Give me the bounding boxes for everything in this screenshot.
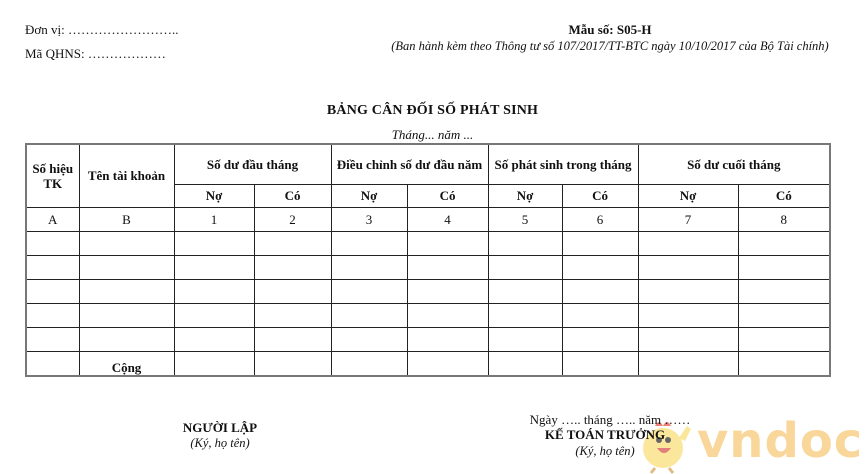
table-cell[interactable] (488, 327, 562, 351)
table-cell[interactable] (331, 279, 407, 303)
table-row (26, 303, 830, 327)
table-cell[interactable] (254, 327, 331, 351)
index-cell: 6 (562, 207, 638, 231)
table-row (26, 327, 830, 351)
table-cell[interactable] (79, 303, 174, 327)
table-cell[interactable] (174, 327, 254, 351)
table-cell[interactable] (562, 351, 638, 376)
period-line: Tháng... năm ... (391, 127, 474, 142)
group-closing-balance: Số dư cuối tháng (638, 144, 830, 184)
table-cell[interactable] (26, 231, 79, 255)
table-cell[interactable] (488, 303, 562, 327)
table-cell[interactable] (174, 279, 254, 303)
qhns-field: Mã QHNS: ……………… (25, 46, 166, 61)
col-debit: Nợ (488, 184, 562, 207)
group-month-activity: Số phát sinh trong tháng (488, 144, 638, 184)
col-account-name: Tên tài khoản (79, 144, 174, 207)
table-cell[interactable] (407, 255, 488, 279)
index-cell: 1 (174, 207, 254, 231)
table-cell[interactable] (407, 231, 488, 255)
table-row (26, 255, 830, 279)
table-cell[interactable] (26, 255, 79, 279)
table-cell[interactable] (254, 255, 331, 279)
group-opening-balance: Số dư đầu tháng (174, 144, 331, 184)
table-cell[interactable] (26, 303, 79, 327)
col-debit: Nợ (174, 184, 254, 207)
index-cell: 5 (488, 207, 562, 231)
table-cell[interactable] (79, 327, 174, 351)
table-cell[interactable] (407, 279, 488, 303)
table-cell[interactable] (331, 255, 407, 279)
index-cell: 2 (254, 207, 331, 231)
table-cell[interactable] (254, 279, 331, 303)
unit-field: Đơn vị: …………………….. (25, 22, 179, 37)
index-cell: B (79, 207, 174, 231)
table-cell[interactable] (174, 351, 254, 376)
table-cell[interactable] (254, 303, 331, 327)
column-index-row (26, 207, 830, 231)
total-label: Cộng (79, 351, 174, 376)
table-cell[interactable] (738, 231, 830, 255)
total-row (26, 351, 830, 376)
table-cell[interactable] (562, 231, 638, 255)
table-cell[interactable] (26, 327, 79, 351)
col-account-number: Số hiệu TK (26, 144, 79, 207)
index-cell: 3 (331, 207, 407, 231)
table-cell[interactable] (407, 327, 488, 351)
table-cell[interactable] (26, 351, 79, 376)
table-row (26, 279, 830, 303)
table-cell[interactable] (174, 303, 254, 327)
index-cell: 4 (407, 207, 488, 231)
table-cell[interactable] (407, 351, 488, 376)
table-cell[interactable] (738, 255, 830, 279)
table-cell[interactable] (26, 279, 79, 303)
table-cell[interactable] (407, 303, 488, 327)
preparer-title: NGƯỜI LẬP (182, 420, 258, 435)
table-cell[interactable] (331, 327, 407, 351)
table-cell[interactable] (638, 255, 738, 279)
table-cell[interactable] (488, 279, 562, 303)
table-header-row (26, 144, 830, 184)
watermark-text: vndoc (697, 413, 864, 469)
table-cell[interactable] (331, 303, 407, 327)
table-cell[interactable] (638, 231, 738, 255)
table-cell[interactable] (738, 327, 830, 351)
table-cell[interactable] (738, 303, 830, 327)
table-cell[interactable] (562, 279, 638, 303)
table-cell[interactable] (638, 327, 738, 351)
table-cell[interactable] (638, 351, 738, 376)
col-credit: Có (738, 184, 830, 207)
col-credit: Có (562, 184, 638, 207)
table-cell[interactable] (174, 255, 254, 279)
table-cell[interactable] (488, 231, 562, 255)
col-debit: Nợ (331, 184, 407, 207)
table-cell[interactable] (79, 231, 174, 255)
table-cell[interactable] (488, 255, 562, 279)
table-cell[interactable] (738, 351, 830, 376)
chief-signature-note: (Ký, họ tên) (575, 444, 635, 458)
date-line: Ngày ….. tháng ….. năm …… (529, 412, 691, 427)
index-cell: 7 (638, 207, 738, 231)
group-year-adjustment: Điều chỉnh số dư đầu năm (331, 144, 488, 184)
document-title: BẢNG CÂN ĐỐI SỐ PHÁT SINH (326, 103, 539, 118)
table-row (26, 231, 830, 255)
col-credit: Có (254, 184, 331, 207)
table-cell[interactable] (562, 327, 638, 351)
col-debit: Nợ (638, 184, 738, 207)
table-cell[interactable] (738, 279, 830, 303)
table-cell[interactable] (174, 231, 254, 255)
form-regulation-note: (Ban hành kèm theo Thông tư số 107/2017/TT-BTC ngày 10/10/2017 của Bộ Tài chính) (391, 39, 829, 53)
index-cell: 8 (738, 207, 830, 231)
col-credit: Có (407, 184, 488, 207)
balance-table (25, 143, 831, 377)
table-cell[interactable] (562, 255, 638, 279)
table-cell[interactable] (488, 351, 562, 376)
table-cell[interactable] (79, 279, 174, 303)
index-cell: A (26, 207, 79, 231)
chief-accountant-title: KẾ TOÁN TRƯỞNG (544, 427, 666, 442)
table-cell[interactable] (331, 231, 407, 255)
table-cell[interactable] (254, 231, 331, 255)
preparer-signature-note: (Ký, họ tên) (190, 436, 250, 450)
table-cell[interactable] (254, 351, 331, 376)
form-code: Mẫu số: S05-H (568, 22, 652, 37)
table-cell[interactable] (638, 279, 738, 303)
table-cell[interactable] (638, 303, 738, 327)
table-cell[interactable] (79, 255, 174, 279)
table-cell[interactable] (331, 351, 407, 376)
table-cell[interactable] (562, 303, 638, 327)
